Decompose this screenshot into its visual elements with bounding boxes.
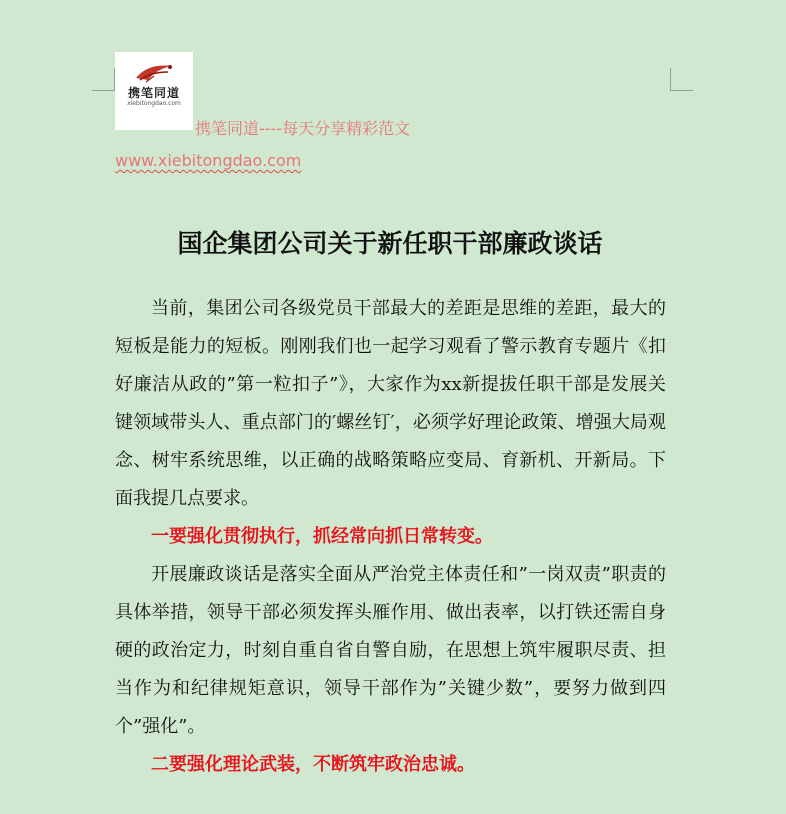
- crop-mark-top-left: [92, 68, 115, 91]
- logo-url: xiebitongdao.com: [127, 100, 181, 107]
- site-url-link[interactable]: www.xiebitongdao.com: [115, 151, 302, 170]
- header-slogan: 携笔同道----每天分享精彩范文: [195, 119, 411, 138]
- pen-logo-icon: [132, 62, 176, 84]
- body-paragraph: 开展廉政谈话是落实全面从严治党主体责任和”一岗双责”职责的具体举措，领导干部必须发挥头雁作用、做出表率，以打铁还需自身硬的政治定力，时刻自重自省自警自励，在思想上筑牢履职尽责、担当作为和纪律规矩意识，领导干部作为”关键少数”，要努力做到四个”强化”。: [115, 564, 666, 737]
- section-heading: 二要强化理论武装，不断筑牢政治忠诚。: [151, 754, 475, 775]
- logo-name: 携笔同道: [127, 86, 180, 100]
- body-paragraph: 当前，集团公司各级党员干部最大的差距是思维的差距，最大的短板是能力的短板。刚刚我们也一起学习观看了警示教育专题片《扣好廉洁从政的”第一粒扣子”》，大家作为xx新提拔任职干部是发展关键领域带头人、重点部门的′螺丝钉′，必须学好理论政策、增强大局观念、树牢系统思维，以正确的战略策略应变局、育新机、开新局。下面我提几点要求。: [115, 298, 666, 509]
- crop-mark-top-right: [670, 68, 693, 91]
- document-body: [115, 290, 666, 784]
- site-logo: [115, 52, 193, 130]
- section-heading: 一要强化贯彻执行，抓经常向抓日常转变。: [151, 526, 493, 547]
- document-title: 国企集团公司关于新任职干部廉政谈话: [177, 229, 603, 258]
